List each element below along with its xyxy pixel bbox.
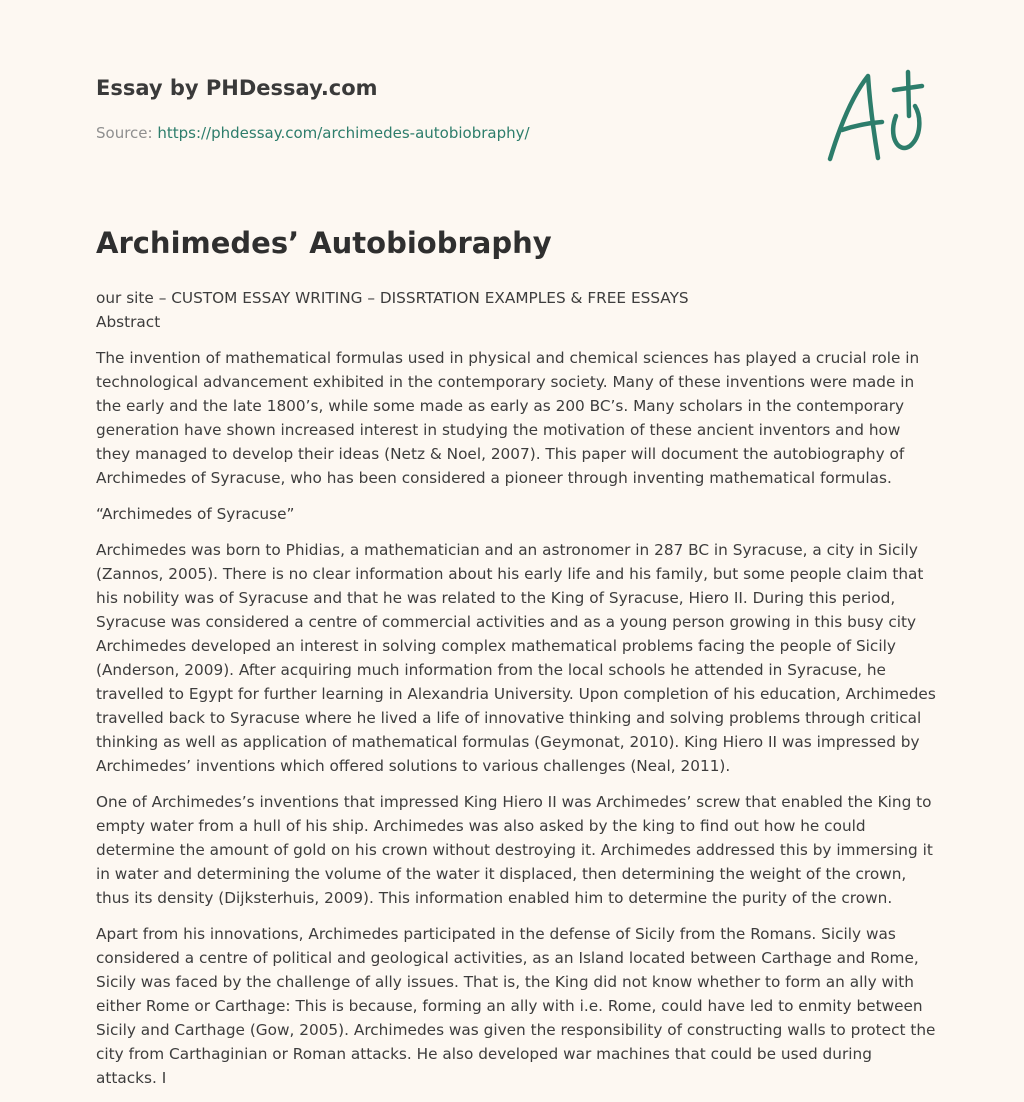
site-brand: Essay by PHDessay.com — [96, 76, 378, 100]
article-body — [96, 286, 936, 1102]
paragraph-inventions: One of Archimedes’s inventions that impressed King Hiero II was Archimedes’ screw that enabled the King to empty water from a hull of his ship. Archimedes was also asked by the king to find out how he could determine the amount of gold on his crown without destroying it. Archimedes addressed this by immersing it in water and determining the volume of the water it displaced, then determining the weight of the crown, thus its density (Dijksterhuis, 2009). This information enabled him to determine the purity of the crown. — [96, 793, 933, 907]
source-label: Source: — [96, 124, 158, 142]
section-heading: “Archimedes of Syracuse” — [96, 505, 295, 523]
paragraph-early-life: Archimedes was born to Phidias, a mathematician and an astronomer in 287 BC in Syracuse, a city in Sicily (Zannos, 2005). There is no clear information about his early life and his family, but some people claim that his nobility was of Syracuse and that he was related to the King of Syracuse, Hiero II. During this period, Syracuse was considered a centre of commercial activities and as a young person growing in this busy city Archimedes developed an interest in solving complex mathematical problems facing the people of Sicily (Anderson, 2009). After acquiring much information from the local schools he attended in Syracuse, he travelled to Egypt for further learning in Alexandria University. Upon completion of his education, Archimedes travelled back to Syracuse where he lived a life of innovative thinking and solving problems through critical thinking as well as application of mathematical formulas (Geymonat, 2010). King Hiero II was impressed by Archimedes’ inventions which offered solutions to various challenges (Neal, 2011). — [96, 541, 936, 775]
intro-text: our site – CUSTOM ESSAY WRITING – DISSRTATION EXAMPLES & FREE ESSAYS Abstract — [96, 289, 689, 331]
source-link[interactable]: https://phdessay.com/archimedes-autobiobraphy/ — [157, 124, 530, 142]
paragraph-abstract: The invention of mathematical formulas used in physical and chemical sciences has played a crucial role in technological advancement exhibited in the contemporary society. Many of these inventions were made in the early and the late 1800’s, while some made as early as 200 BC’s. Many scholars in the contemporary generation have shown increased interest in studying the motivation of these ancient inventors and how they managed to develop their ideas (Netz & Noel, 2007). This paper will document the autobiography of Archimedes of Syracuse, who has been considered a pioneer through inventing mathematical formulas. — [96, 349, 920, 487]
source-line — [96, 124, 530, 142]
article-title: Archimedes’ Autobiobraphy — [96, 226, 552, 260]
a-plus-logo-icon[interactable] — [818, 66, 928, 166]
paragraph-defense: Apart from his innovations, Archimedes participated in the defense of Sicily from the Romans. Sicily was considered a centre of political and geological activities, as an Island located between Carthage and Rome, Sicily was faced by the challenge of ally issues. That is, the King did not know whether to form an ally with either Rome or Carthage: This is because, forming an ally with i.e. Rome, could have led to enmity between Sicily and Carthage (Gow, 2005). Archimedes was given the responsibility of constructing walls to protect the city from Carthaginian or Roman attacks. He also developed war machines that could be used during attacks. I — [96, 925, 936, 1087]
